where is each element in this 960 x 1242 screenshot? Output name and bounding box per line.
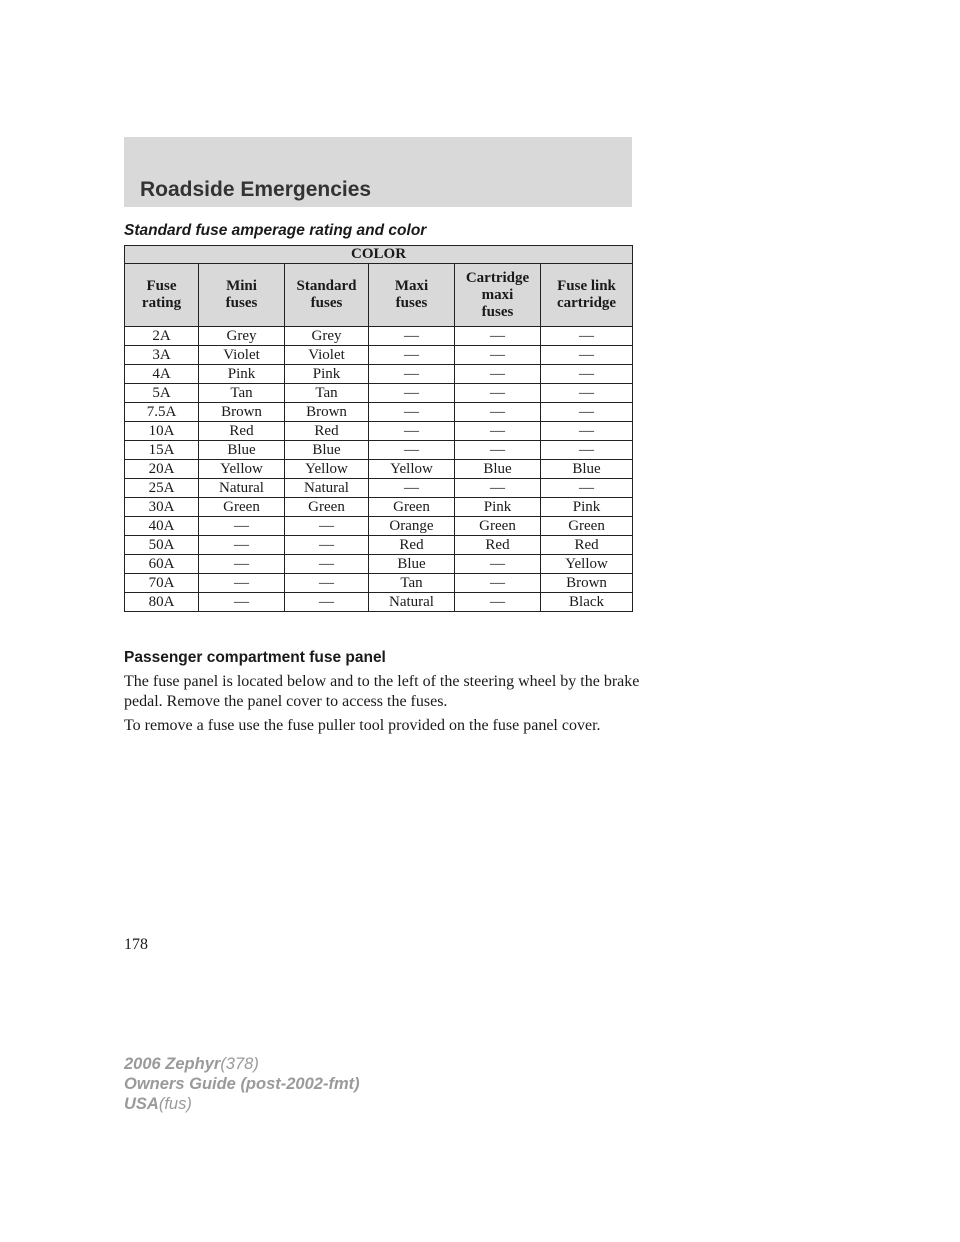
table-row (125, 498, 633, 517)
table-row (125, 365, 633, 384)
fuse-color-cell: — (455, 441, 541, 460)
fuse-color-cell: — (285, 517, 369, 536)
fuse-color-cell: Brown (541, 574, 633, 593)
table-row (125, 422, 633, 441)
fuse-color-cell: — (455, 365, 541, 384)
fuse-color-cell: — (199, 517, 285, 536)
fuse-color-cell: — (455, 346, 541, 365)
column-header-line: Maxi (394, 278, 429, 294)
fuse-color-cell: — (541, 479, 633, 498)
fuse-color-cell: — (455, 384, 541, 403)
fuse-color-cell: Red (199, 422, 285, 441)
fuse-color-cell: Yellow (199, 460, 285, 479)
fuse-color-cell: — (455, 555, 541, 574)
column-header-line: Fuse link (557, 278, 616, 294)
fuse-color-cell: — (369, 403, 455, 422)
section-header (124, 137, 632, 207)
fuse-color-cell: Blue (455, 460, 541, 479)
fuse-color-cell: Red (369, 536, 455, 555)
table-row (125, 441, 633, 460)
fuse-color-cell: Blue (369, 555, 455, 574)
table-row (125, 574, 633, 593)
column-header-line: fuses (481, 303, 514, 320)
footer-line-3 (124, 1094, 360, 1114)
column-header-line: Fuse (146, 278, 177, 294)
column-header-line: Cartridge (465, 269, 530, 286)
fuse-color-cell: — (369, 479, 455, 498)
fuse-color-cell: — (455, 327, 541, 346)
column-header (369, 264, 455, 327)
fuse-color-cell: Violet (199, 346, 285, 365)
fuse-color-cell: — (541, 422, 633, 441)
fuse-color-cell: Black (541, 593, 633, 612)
fuse-rating-cell: 20A (125, 460, 199, 479)
fuse-color-cell: Pink (541, 498, 633, 517)
fuse-color-cell: — (285, 555, 369, 574)
fuse-color-cell: — (369, 384, 455, 403)
fuse-color-cell: Red (541, 536, 633, 555)
fuse-rating-cell: 4A (125, 365, 199, 384)
fuse-color-cell: Pink (455, 498, 541, 517)
page-number: 178 (124, 936, 148, 953)
fuse-color-cell: Grey (285, 327, 369, 346)
fuse-color-cell: Brown (199, 403, 285, 422)
paragraph-removal: To remove a fuse use the fuse puller tool provided on the fuse panel cover. (124, 717, 601, 734)
paragraph-location: The fuse panel is located below and to the left of the steering wheel by the brake pedal. Remove the panel cover to access the fuses. (124, 673, 640, 710)
fuse-color-cell: Tan (285, 384, 369, 403)
fuse-color-cell: Orange (369, 517, 455, 536)
fuse-rating-cell: 50A (125, 536, 199, 555)
table-row (125, 403, 633, 422)
fuse-color-cell: — (541, 346, 633, 365)
column-header-line: fuses (310, 295, 343, 311)
fuse-color-cell: Violet (285, 346, 369, 365)
fuse-color-cell: Green (285, 498, 369, 517)
fuse-color-cell: Blue (199, 441, 285, 460)
fuse-color-cell: — (285, 574, 369, 593)
footer-guide: Owners Guide (post-2002-fmt) (124, 1075, 360, 1093)
column-header (541, 264, 633, 327)
fuse-color-cell: — (541, 403, 633, 422)
fuse-color-cell: Natural (199, 479, 285, 498)
fuse-rating-cell: 70A (125, 574, 199, 593)
section-title: Roadside Emergencies (140, 178, 372, 201)
subheading: Passenger compartment fuse panel (124, 649, 386, 666)
fuse-rating-cell: 80A (125, 593, 199, 612)
fuse-color-cell: Green (369, 498, 455, 517)
fuse-color-cell: — (369, 327, 455, 346)
fuse-color-cell: — (199, 593, 285, 612)
column-header (285, 264, 369, 327)
footer-model-code: (378) (220, 1055, 259, 1073)
table-row (125, 555, 633, 574)
fuse-color-cell: Blue (541, 460, 633, 479)
fuse-color-cell: Green (541, 517, 633, 536)
column-header (125, 264, 199, 327)
fuse-color-cell: — (369, 346, 455, 365)
fuse-color-cell: — (369, 422, 455, 441)
fuse-color-cell: — (455, 479, 541, 498)
column-header-line: maxi (481, 286, 514, 303)
fuse-color-cell: Tan (199, 384, 285, 403)
fuse-color-cell: Green (199, 498, 285, 517)
fuse-rating-cell: 40A (125, 517, 199, 536)
fuse-color-cell: Pink (199, 365, 285, 384)
table-body (125, 327, 633, 612)
fuse-color-cell: Blue (285, 441, 369, 460)
footer-line-2 (124, 1074, 360, 1094)
fuse-color-cell: Natural (369, 593, 455, 612)
fuse-rating-cell: 30A (125, 498, 199, 517)
fuse-rating-cell: 25A (125, 479, 199, 498)
column-header-line: rating (141, 295, 182, 311)
fuse-color-cell: — (369, 441, 455, 460)
footer-market-code: (fus) (158, 1095, 192, 1113)
fuse-color-cell: Yellow (285, 460, 369, 479)
table-row (125, 384, 633, 403)
table-title: Standard fuse amperage rating and color (124, 222, 427, 239)
footer-market: USA (124, 1095, 159, 1113)
fuse-color-cell: — (541, 327, 633, 346)
fuse-color-cell: Yellow (369, 460, 455, 479)
table-row (125, 536, 633, 555)
column-header (199, 264, 285, 327)
fuse-rating-cell: 10A (125, 422, 199, 441)
fuse-color-cell: Green (455, 517, 541, 536)
color-group-header: COLOR (125, 246, 633, 264)
fuse-rating-cell: 60A (125, 555, 199, 574)
fuse-color-cell: — (455, 403, 541, 422)
fuse-color-cell: — (369, 365, 455, 384)
fuse-color-cell: — (285, 593, 369, 612)
column-header (455, 264, 541, 327)
fuse-color-cell: Red (455, 536, 541, 555)
fuse-color-cell: — (199, 555, 285, 574)
fuse-rating-cell: 15A (125, 441, 199, 460)
fuse-rating-cell: 2A (125, 327, 199, 346)
footer-line-1 (124, 1054, 360, 1074)
table-row (125, 517, 633, 536)
column-header-line: cartridge (556, 295, 617, 311)
fuse-color-cell: Tan (369, 574, 455, 593)
fuse-color-cell: Natural (285, 479, 369, 498)
fuse-color-cell: Brown (285, 403, 369, 422)
column-header-line: fuses (395, 295, 428, 311)
fuse-rating-cell: 3A (125, 346, 199, 365)
fuse-color-cell: — (541, 384, 633, 403)
fuse-color-cell: — (455, 574, 541, 593)
column-header-row (125, 264, 633, 327)
fuse-color-cell: — (199, 536, 285, 555)
fuse-color-cell: — (285, 536, 369, 555)
column-header-line: fuses (225, 295, 258, 311)
fuse-color-table (124, 245, 633, 612)
fuse-color-cell: — (541, 441, 633, 460)
table-row (125, 593, 633, 612)
fuse-color-cell: — (199, 574, 285, 593)
fuse-rating-cell: 5A (125, 384, 199, 403)
fuse-color-cell: Red (285, 422, 369, 441)
column-header-line: Mini (226, 278, 257, 294)
table-row (125, 479, 633, 498)
footer-model: 2006 Zephyr (124, 1055, 221, 1073)
table-row (125, 327, 633, 346)
fuse-color-cell: — (541, 365, 633, 384)
document-footer (124, 1054, 360, 1114)
fuse-color-cell: — (455, 593, 541, 612)
table-row (125, 460, 633, 479)
table-row (125, 346, 633, 365)
fuse-color-cell: Pink (285, 365, 369, 384)
fuse-color-cell: Grey (199, 327, 285, 346)
fuse-rating-cell: 7.5A (125, 403, 199, 422)
fuse-color-cell: — (455, 422, 541, 441)
fuse-color-cell: Yellow (541, 555, 633, 574)
column-header-line: Standard (296, 278, 357, 294)
